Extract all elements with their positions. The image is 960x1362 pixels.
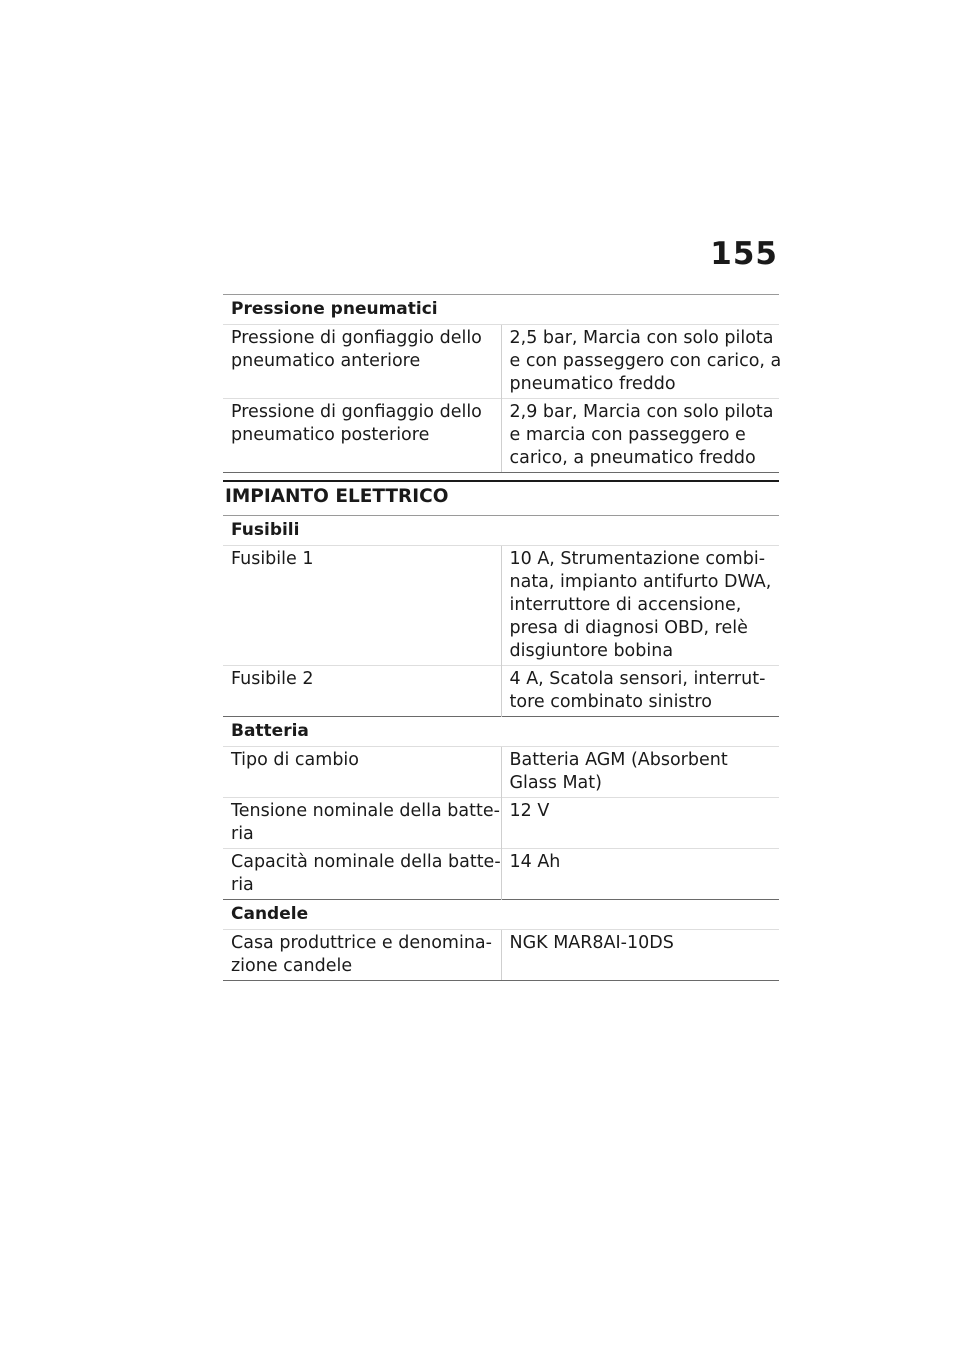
row-key [223, 747, 501, 798]
text-line: 2,9 bar, Marcia con solo pilota [509, 402, 774, 422]
row-key [223, 325, 501, 399]
text-line: Fusibile 2 [231, 669, 314, 689]
row-key [223, 930, 501, 981]
row-key [223, 399, 501, 473]
table-subheading: Batteria [223, 717, 779, 747]
section-title: IMPIANTO ELETTRICO [223, 480, 779, 515]
text-line: pneumatico posteriore [231, 425, 430, 445]
row-key [223, 849, 501, 900]
text-line: ria [231, 875, 254, 895]
table-row [223, 325, 779, 399]
table-row [223, 666, 779, 717]
tyre-pressure-table [223, 294, 782, 473]
text-line: disgiuntore bobina [509, 641, 674, 661]
table-row [223, 798, 779, 849]
row-value [501, 849, 779, 900]
text-line: Glass Mat) [509, 773, 602, 793]
table-row [223, 399, 779, 473]
text-line: pneumatico freddo [509, 374, 676, 394]
text-line: Tensione nominale della batte- [231, 801, 500, 821]
table-row [223, 546, 779, 666]
text-line: 4 A, Scatola sensori, interrut- [509, 669, 766, 689]
page-number: 155 [710, 236, 778, 272]
text-line: Pressione di gonfiaggio dello [231, 402, 482, 422]
text-line: Pressione di gonfiaggio dello [231, 328, 482, 348]
text-line: Batteria AGM (Absorbent [509, 750, 728, 770]
text-line: presa di diagnosi OBD, relè [509, 618, 748, 638]
row-value [501, 930, 779, 981]
row-value [501, 399, 779, 473]
text-line: interruttore di accensione, [509, 595, 742, 615]
row-value [501, 666, 779, 717]
row-key [223, 798, 501, 849]
text-line: Capacità nominale della batte- [231, 852, 501, 872]
text-line: e con passeggero con carico, a [509, 351, 782, 371]
table-subheading: Candele [223, 900, 779, 930]
text-line: Casa produttrice e denomina- [231, 933, 492, 953]
text-line: e marcia con passeggero e [509, 425, 746, 445]
table-row [223, 747, 779, 798]
text-line: 2,5 bar, Marcia con solo pilota [509, 328, 774, 348]
text-line: carico, a pneumatico freddo [509, 448, 756, 468]
text-line: Tipo di cambio [231, 750, 359, 770]
row-key [223, 546, 501, 666]
row-value [501, 798, 779, 849]
text-line: pneumatico anteriore [231, 351, 421, 371]
table-row [223, 849, 779, 900]
text-line: 12 V [509, 801, 550, 821]
text-line: NGK MAR8AI-10DS [509, 933, 674, 953]
row-value [501, 546, 779, 666]
table-subheading: Pressione pneumatici [223, 295, 779, 325]
row-value [501, 747, 779, 798]
text-line: 14 Ah [509, 852, 561, 872]
table-subheading: Fusibili [223, 516, 779, 546]
row-value [501, 325, 782, 399]
text-line: 10 A, Strumentazione combi- [509, 549, 766, 569]
text-line: zione candele [231, 956, 353, 976]
text-line: ria [231, 824, 254, 844]
electrical-section [223, 480, 779, 981]
text-line: Fusibile 1 [231, 549, 314, 569]
table-row [223, 930, 779, 981]
row-key [223, 666, 501, 717]
text-line: tore combinato sinistro [509, 692, 712, 712]
text-line: nata, impianto antifurto DWA, [509, 572, 772, 592]
